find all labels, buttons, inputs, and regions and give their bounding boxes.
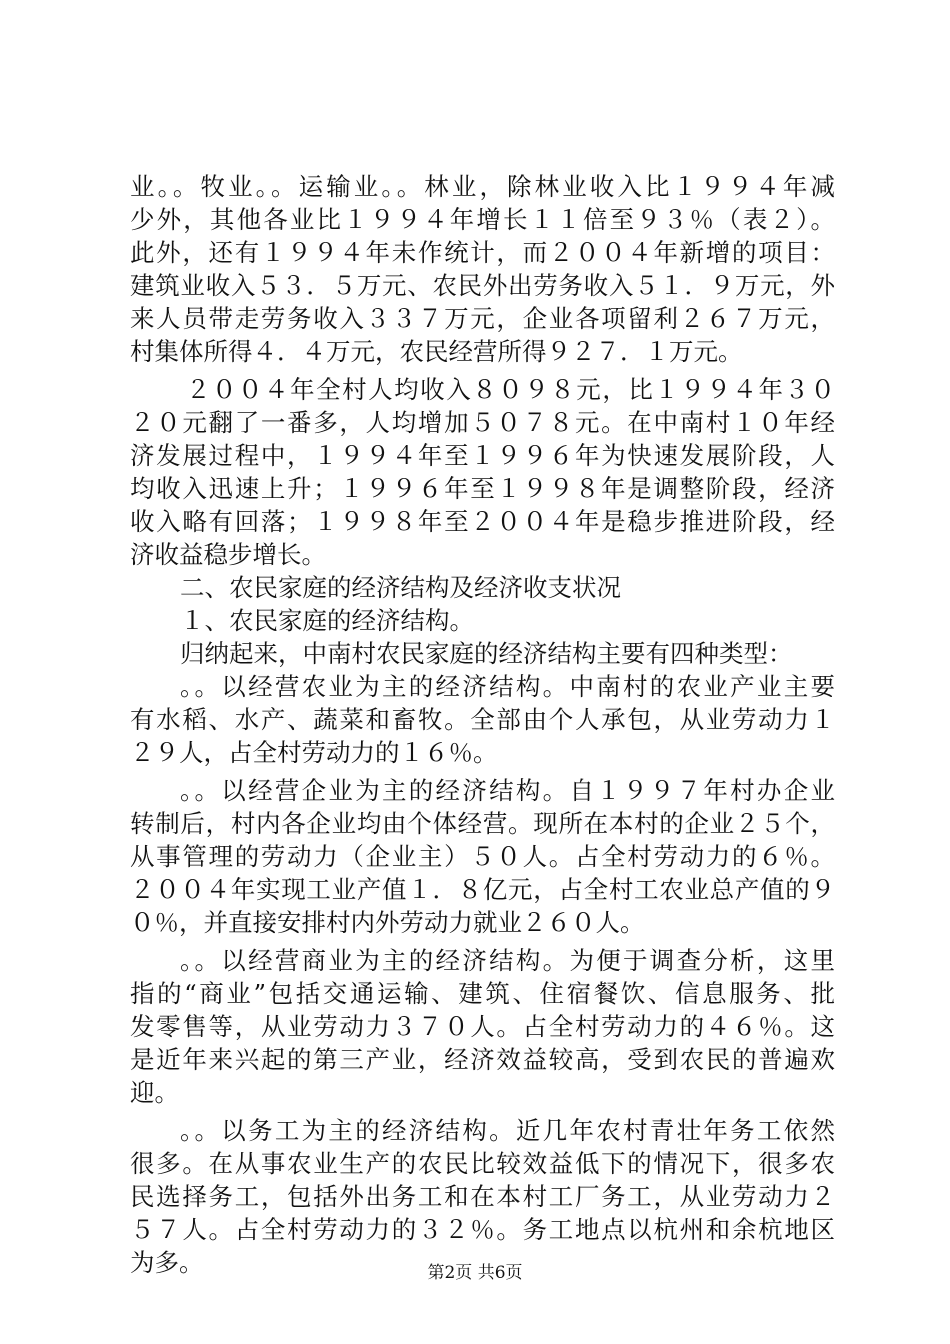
text-line: 业。。牧业。。运输业。。林业，除林业收入比１９９４年减 xyxy=(130,172,835,201)
page-number: 第2页 共6页 xyxy=(427,1263,523,1283)
text-line: 济收益稳步增长。 xyxy=(130,540,326,569)
text-line: ５７人。占全村劳动力的３２％。务工地点以杭州和余杭地区 xyxy=(130,1215,835,1244)
text-line: 来人员带走劳务收入３３７万元，企业各项留利２６７万元， xyxy=(130,304,835,333)
text-line: 建筑业收入５３．５万元、农民外出劳务收入５１．９万元，外 xyxy=(130,271,835,300)
text-line: 指的“商业”包括交通运输、建筑、住宿餐饮、信息服务、批 xyxy=(130,979,835,1008)
text-line: 。。以经营商业为主的经济结构。为便于调查分析，这里 xyxy=(180,946,835,975)
text-line: 归纳起来，中南村农民家庭的经济结构主要有四种类型： xyxy=(180,639,793,668)
page-footer xyxy=(0,1262,950,1284)
text-line: 。。以务工为主的经济结构。近几年农村青壮年务工依然 xyxy=(180,1116,835,1145)
text-line: 民选择务工，包括外出务工和在本村工厂务工，从业劳动力２ xyxy=(130,1182,835,1211)
document-body xyxy=(130,170,835,1279)
text-line: 少外，其他各业比１９９４年增长１１倍至９３％（表２）。 xyxy=(130,205,835,234)
text-line: 此外，还有１９９４年未作统计，而２００４年新增的项目： xyxy=(130,238,835,267)
text-line: 为多。 xyxy=(130,1248,204,1277)
text-line: 很多。在从事农业生产的农民比较效益低下的情况下，很多农 xyxy=(130,1149,835,1178)
section-heading: 二、农民家庭的经济结构及经济收支状况 xyxy=(180,573,621,602)
text-line: 村集体所得４．４万元，农民经营所得９２７．１万元。 xyxy=(130,337,743,366)
text-line: ２０元翻了一番多，人均增加５０７８元。在中南村１０年经 xyxy=(130,408,835,437)
text-line: ２００４年实现工业产值１．８亿元，占全村工农业总产值的９ xyxy=(130,875,835,904)
text-line: 。。以经营农业为主的经济结构。中南村的农业产业主要 xyxy=(180,672,835,701)
text-line: 迎。 xyxy=(130,1078,179,1107)
text-line: 有水稻、水产、蔬菜和畜牧。全部由个人承包，从业劳动力１ xyxy=(130,705,835,734)
text-line: 是近年来兴起的第三产业，经济效益较高，受到农民的普遍欢 xyxy=(130,1045,835,1074)
text-line: 济发展过程中，１９９４年至１９９６年为快速发展阶段，人 xyxy=(130,441,835,470)
text-line: 转制后，村内各企业均由个体经营。现所在本村的企业２５个， xyxy=(130,809,835,838)
text-line: 从事管理的劳动力（企业主）５０人。占全村劳动力的６％。 xyxy=(130,842,835,871)
text-line: ２００４年全村人均收入８０９８元，比１９９４年３０ xyxy=(186,375,835,404)
text-line: 均收入迅速上升；１９９６年至１９９８年是调整阶段，经济 xyxy=(130,474,835,503)
subsection-heading: １、农民家庭的经济结构。 xyxy=(180,606,474,635)
text-line: ２９人，占全村劳动力的１６％。 xyxy=(130,738,498,767)
text-line: 收入略有回落；１９９８年至２００４年是稳步推进阶段，经 xyxy=(130,507,835,536)
text-line: 。。以经营企业为主的经济结构。自１９９７年村办企业 xyxy=(180,776,835,805)
text-line: 发零售等，从业劳动力３７０人。占全村劳动力的４６％。这 xyxy=(130,1012,835,1041)
text-line: ０％，并直接安排村内外劳动力就业２６０人。 xyxy=(130,908,645,937)
